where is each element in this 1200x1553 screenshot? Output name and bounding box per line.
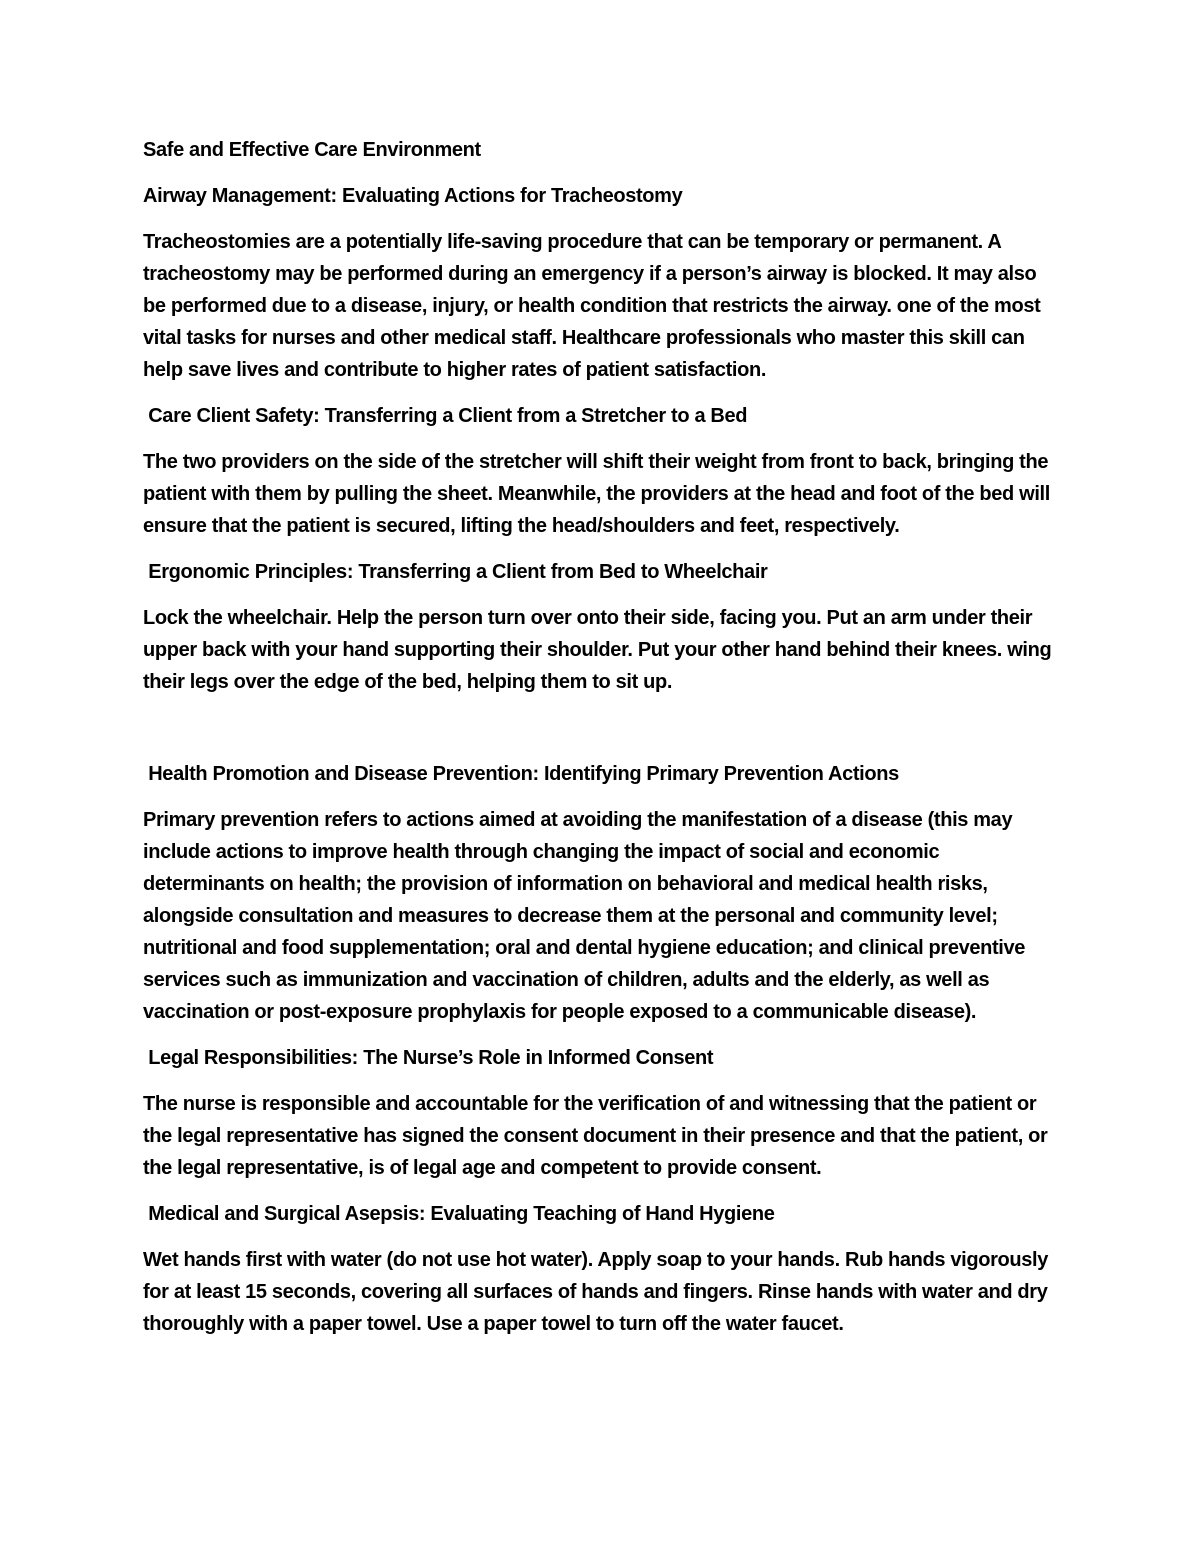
blank-line — [143, 712, 1055, 744]
section-body-health-promotion: Primary prevention refers to actions aimed at avoiding the manifestation of a disease (this may include actions to improve health through changing the impact of social and economic determinants on health; the provision of information on behavioral and medical health risks, alongside consultation and measures to decrease them at the personal and community level; nutritional and food supplementation; oral and dental hygiene education; and clinical preventive services such as immunization and vaccination of children, adults and the elderly, as well as vaccination or post-exposure prophylaxis for people exposed to a communicable disease). — [143, 809, 1031, 1023]
document-title: Safe and Effective Care Environment — [143, 139, 481, 161]
section-heading-legal-responsibilities: Legal Responsibilities: The Nurse’s Role in Informed Consent — [143, 1047, 714, 1069]
section-heading-health-promotion: Health Promotion and Disease Prevention: Identifying Primary Prevention Actions — [143, 763, 899, 785]
section-heading-care-client-safety: Care Client Safety: Transferring a Client from a Stretcher to a Bed — [143, 405, 748, 427]
section-heading-ergonomic-principles: Ergonomic Principles: Transferring a Client from Bed to Wheelchair — [143, 561, 768, 583]
section-body-airway-management: Tracheostomies are a potentially life-saving procedure that can be temporary or permanent. A tracheostomy may be performed during an emergency if a person’s airway is blocked. It may also be performed due to a disease, injury, or health condition that restricts the airway. one of the most vital tasks for nurses and other medical staff. Healthcare professionals who master this skill can help save lives and contribute to higher rates of patient satisfaction. — [143, 231, 1046, 381]
section-heading-airway-management: Airway Management: Evaluating Actions for Tracheostomy — [143, 185, 683, 207]
section-body-ergonomic-principles: Lock the wheelchair. Help the person turn over onto their side, facing you. Put an arm under their upper back with your hand supporting their shoulder. Put your other hand behind their knees. wing their legs over the edge of the bed, helping them to sit up. — [143, 607, 1057, 693]
section-body-medical-surgical-asepsis: Wet hands first with water (do not use hot water). Apply soap to your hands. Rub hands vigorously for at least 15 seconds, covering all surfaces of hands and fingers. Rinse hands with water and dry thoroughly with a paper towel. Use a paper towel to turn off the water faucet. — [143, 1249, 1054, 1335]
section-body-legal-responsibilities: The nurse is responsible and accountable for the verification of and witnessing that the patient or the legal representative has signed the consent document in their presence and that the patient, or the legal representative, is of legal age and competent to provide consent. — [143, 1093, 1053, 1179]
section-body-care-client-safety: The two providers on the side of the stretcher will shift their weight from front to back, bringing the patient with them by pulling the sheet. Meanwhile, the providers at the head and foot of the bed will ensure that the patient is secured, lifting the head/shoulders and feet, respectively. — [143, 451, 1056, 537]
section-heading-medical-surgical-asepsis: Medical and Surgical Asepsis: Evaluating Teaching of Hand Hygiene — [143, 1203, 775, 1225]
